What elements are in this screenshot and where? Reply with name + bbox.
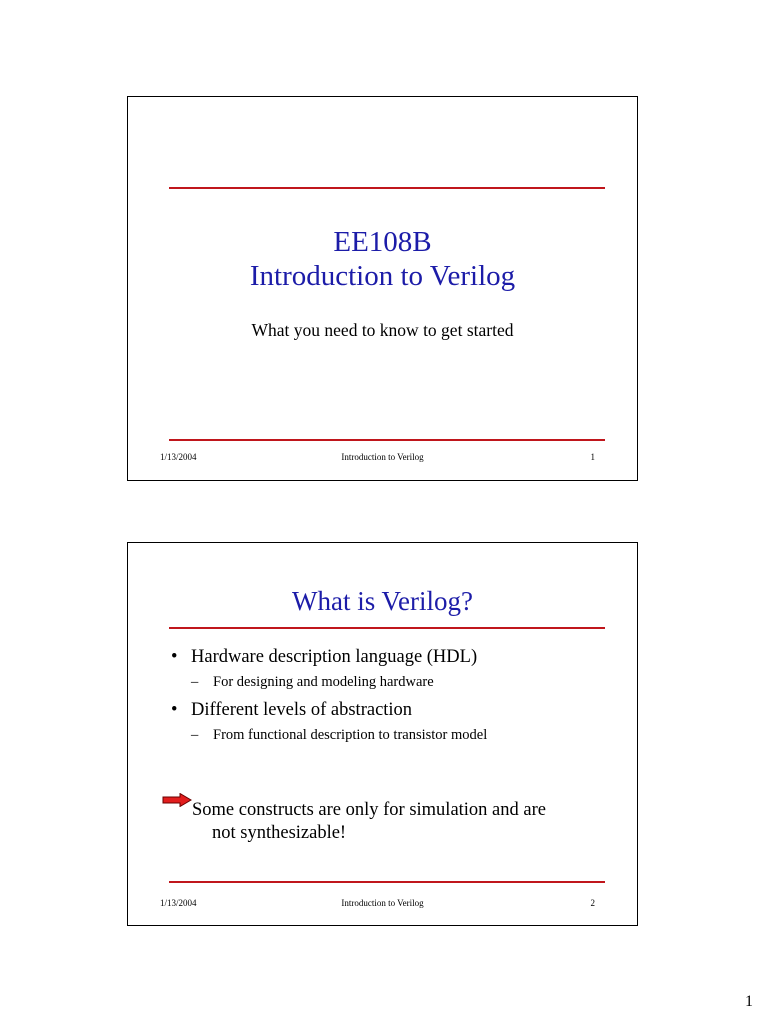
bullet-text: Different levels of abstraction [191,700,413,720]
note-line-1: Some constructs are only for simulation and are [192,800,546,820]
footer-title: Introduction to Verilog [341,452,424,462]
sub-bullet-item [191,727,487,744]
bullet-marker: • [171,647,178,667]
footer-slide-number: 2 [590,898,595,908]
bullet-item [171,700,412,721]
page-number: 1 [745,993,753,1010]
bullet-marker: • [171,700,178,720]
slide-title: What is Verilog? [292,586,473,616]
bullet-text: Hardware description language (HDL) [191,647,478,667]
sub-bullet-text: For designing and modeling hardware [213,674,434,690]
sub-bullet-text: From functional description to transistor model [213,727,488,743]
title-bottom-rule [169,627,605,629]
sub-bullet-marker: – [191,674,199,690]
title-top-rule [169,187,605,189]
footer-rule [169,881,605,883]
sub-bullet-marker: – [191,727,199,743]
footer-date: 1/13/2004 [160,452,197,462]
slide-2 [127,542,638,926]
note-text [192,799,546,845]
slide-1 [127,96,638,481]
footer-slide-number: 1 [590,452,595,462]
note-line-2: not synthesizable! [212,823,347,843]
slide-title [128,225,637,293]
slide-subtitle: What you need to know to get started [251,320,514,340]
footer-rule [169,439,605,441]
footer-date: 1/13/2004 [160,898,197,908]
bullet-item [171,647,477,668]
sub-bullet-item [191,674,434,691]
footer-title: Introduction to Verilog [341,898,424,908]
course-code: EE108B [333,226,432,258]
right-arrow-icon [162,793,192,807]
course-title: Introduction to Verilog [249,260,516,292]
